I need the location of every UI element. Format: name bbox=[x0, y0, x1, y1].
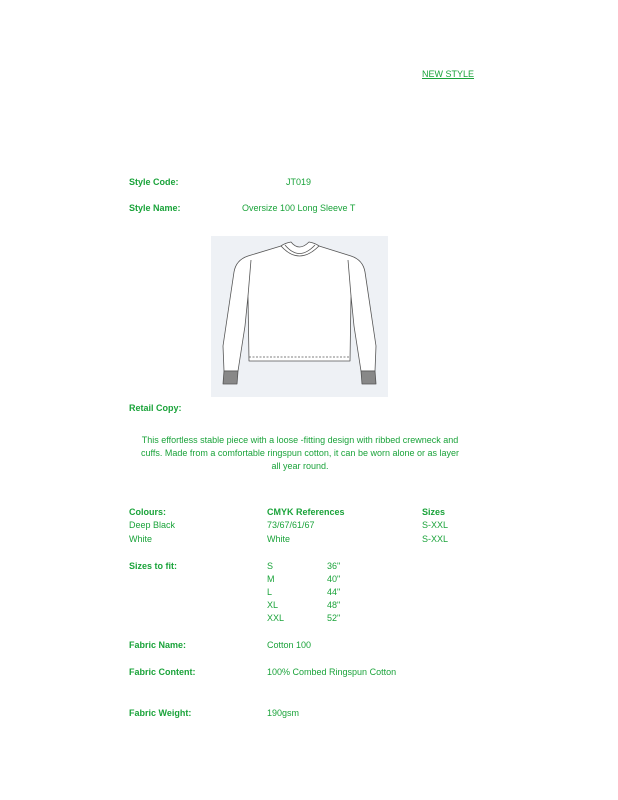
fabric-name-label: Fabric Name: bbox=[129, 640, 187, 650]
retail-copy-line: This effortless stable piece with a loose -fitting design with ribbed crewneck and bbox=[141, 435, 459, 445]
fit-measure: 40" bbox=[327, 574, 341, 584]
style-name-label: Style Name: bbox=[129, 203, 181, 213]
colour-sizes: S-XXL bbox=[422, 520, 449, 530]
fabric-weight-value: 190gsm bbox=[267, 708, 300, 718]
fabric-content-label: Fabric Content: bbox=[129, 667, 196, 677]
colour-cmyk: White bbox=[267, 534, 291, 544]
fabric-weight-label: Fabric Weight: bbox=[129, 708, 192, 718]
style-name-value: Oversize 100 Long Sleeve T bbox=[242, 203, 356, 213]
colour-name: White bbox=[129, 534, 153, 544]
style-code-value: JT019 bbox=[286, 177, 312, 187]
new-style-link[interactable]: NEW STYLE bbox=[422, 69, 475, 79]
fit-size: XXL bbox=[267, 613, 285, 623]
sizes-to-fit-label: Sizes to fit: bbox=[129, 561, 178, 571]
retail-copy-label: Retail Copy: bbox=[129, 403, 182, 413]
style-code-label: Style Code: bbox=[129, 177, 179, 187]
retail-copy-line: cuffs. Made from a comfortable ringspun cotton, it can be worn alone or as layer bbox=[141, 448, 459, 458]
cmyk-header: CMYK References bbox=[267, 507, 345, 517]
sizes-header: Sizes bbox=[422, 507, 446, 517]
long-sleeve-tshirt-sketch-icon bbox=[211, 236, 388, 397]
fit-size: S bbox=[267, 561, 274, 571]
retail-copy-line: all year round. bbox=[271, 461, 329, 471]
fit-measure: 44" bbox=[327, 587, 341, 597]
fit-size: XL bbox=[267, 600, 279, 610]
fit-measure: 48" bbox=[327, 600, 341, 610]
fit-size: L bbox=[267, 587, 273, 597]
fit-measure: 36" bbox=[327, 561, 341, 571]
colour-sizes: S-XXL bbox=[422, 534, 449, 544]
fit-measure: 52" bbox=[327, 613, 341, 623]
colour-name: Deep Black bbox=[129, 520, 176, 530]
fit-size: M bbox=[267, 574, 275, 584]
fabric-name-value: Cotton 100 bbox=[267, 640, 312, 650]
colour-cmyk: 73/67/61/67 bbox=[267, 520, 315, 530]
fabric-content-value: 100% Combed Ringspun Cotton bbox=[267, 667, 397, 677]
colours-header: Colours: bbox=[129, 507, 166, 517]
retail-copy-text bbox=[110, 434, 490, 473]
